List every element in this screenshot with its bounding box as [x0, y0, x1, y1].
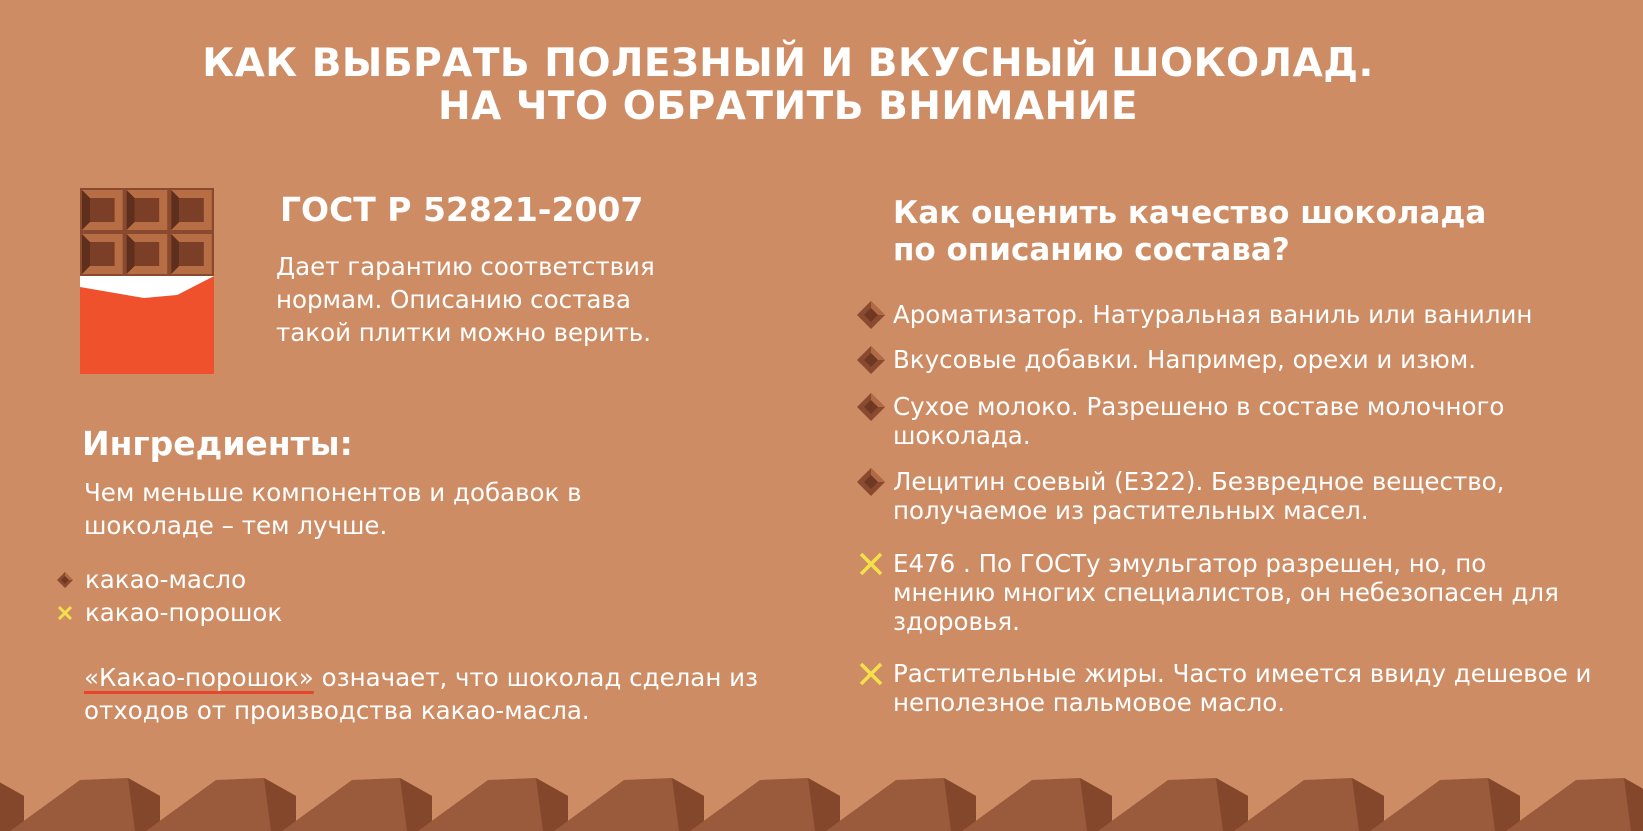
bar-cell-inner: [135, 242, 160, 266]
page-title-line2: НА ЧТО ОБРАТИТЬ ВНИМАНИЕ: [438, 84, 1138, 129]
quality-heading: [893, 195, 1593, 269]
quality-heading-line2: по описанию состава?: [893, 232, 1290, 268]
list-item: [56, 596, 282, 629]
quality-item-text: Сухое молоко. Разрешено в составе молочного шоколада.: [893, 392, 1505, 450]
ingredients-heading: Ингредиенты:: [82, 424, 353, 463]
chocolate-piece-icon: [855, 300, 887, 329]
cocoa-powder-note: [84, 661, 804, 727]
bar-cell-inner: [135, 198, 160, 222]
ingredients-list: [56, 563, 282, 629]
list-item: [56, 563, 282, 596]
quality-item: [855, 392, 1595, 450]
quality-item: [855, 300, 1595, 329]
quality-item: [855, 467, 1595, 525]
gost-title: ГОСТ Р 52821-2007: [280, 190, 644, 229]
chocolate-piece-icon: [855, 392, 887, 421]
chocolate-piece-icon: [855, 467, 887, 496]
note-text: означает, что шоколад сделан из отходов от производства какао-масла.: [84, 663, 759, 725]
quality-item-text: Вкусовые добавки. Например, орехи и изюм.: [893, 345, 1476, 374]
cross-icon: [855, 659, 887, 688]
quality-item-text: Растительные жиры. Часто имеется ввиду дешевое и неполезное пальмовое масло.: [893, 659, 1592, 717]
page-title: [0, 42, 1576, 128]
ingredients-description: Чем меньше компонентов и добавок в шоколаде – тем лучше.: [84, 478, 582, 540]
bar-cell-inner: [90, 198, 115, 222]
quality-item: [855, 659, 1595, 717]
chocolate-piece-side: [0, 778, 24, 831]
chocolate-border-decoration: [0, 768, 1643, 831]
quality-item-text: Ароматизатор. Натуральная ваниль или ванилин: [893, 300, 1533, 329]
chocolate-bar-icon: [80, 188, 214, 374]
bar-cell-inner: [179, 198, 204, 222]
bar-cell-inner: [90, 242, 115, 266]
cross-icon: [56, 604, 85, 622]
quality-item: [855, 345, 1595, 374]
quality-item: [855, 549, 1595, 636]
chocolate-piece: [1506, 778, 1643, 831]
quality-item-text: Лецитин соевый (Е322). Безвредное вещество, получаемое из растительных масел.: [893, 467, 1505, 525]
gost-description: Дает гарантию соответствия нормам. Описанию состава такой плитки можно верить.: [276, 252, 655, 347]
chocolate-piece-icon: [855, 345, 887, 374]
chocolate-piece-icon: [56, 571, 85, 589]
quality-item-text: Е476 . По ГОСТу эмульгатор разрешен, но, по мнению многих специалистов, он небезопасен для здоровья.: [893, 549, 1559, 636]
quality-heading-line1: Как оценить качество шоколада: [893, 195, 1487, 231]
note-highlight: «Какао-порошок»: [84, 663, 314, 692]
bar-cell-inner: [179, 242, 204, 266]
page-title-line1: КАК ВЫБРАТЬ ПОЛЕЗНЫЙ И ВКУСНЫЙ ШОКОЛАД.: [202, 41, 1374, 86]
cross-icon: [855, 549, 887, 578]
ingredient-label: какао-масло: [85, 565, 247, 594]
ingredient-label: какао-порошок: [85, 598, 283, 627]
